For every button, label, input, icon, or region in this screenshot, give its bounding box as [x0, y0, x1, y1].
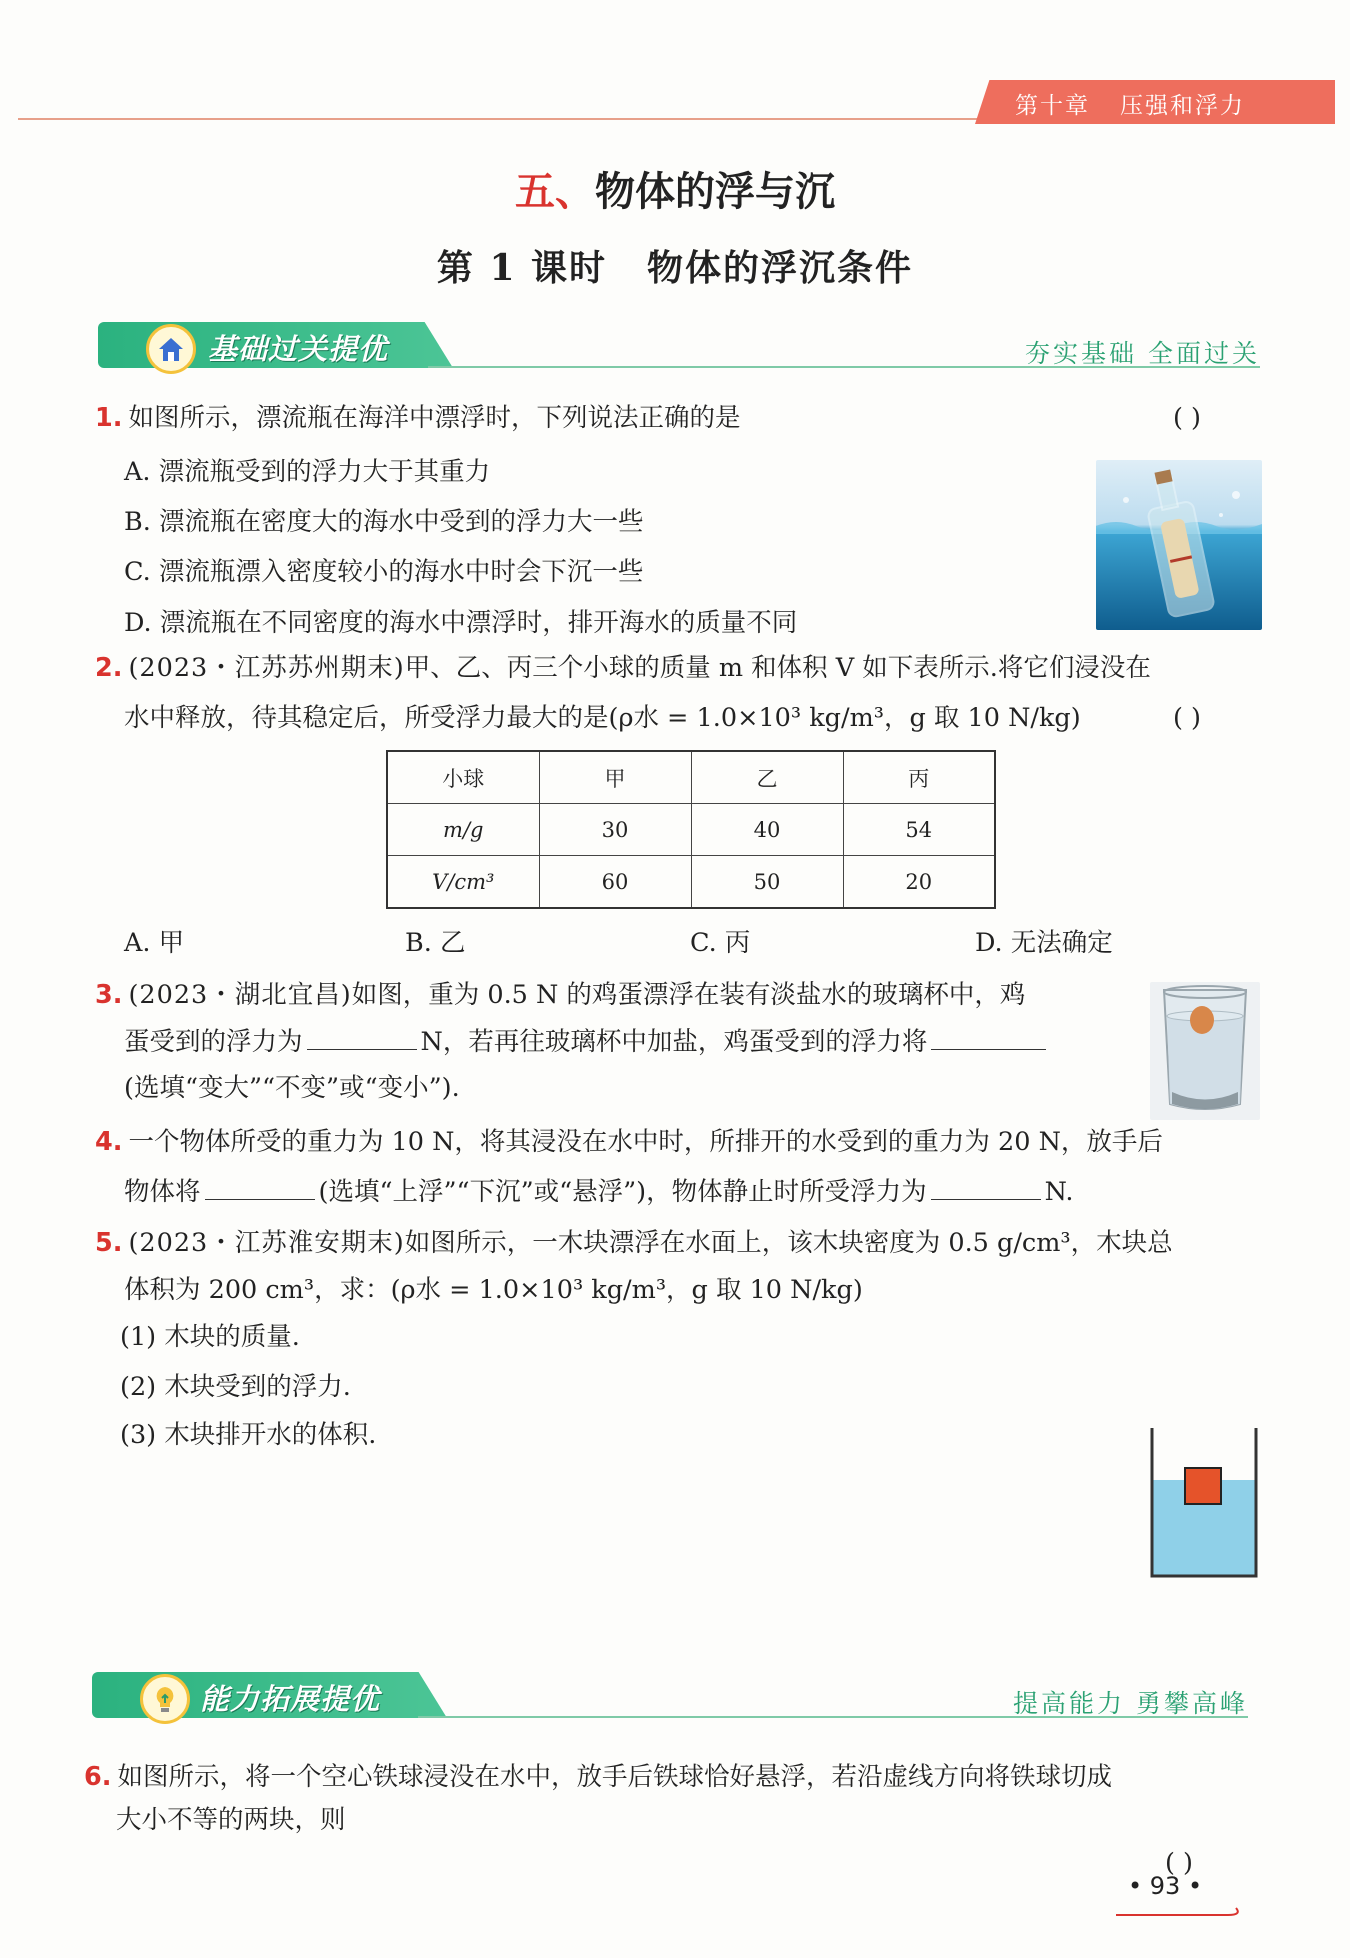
question-5-line2: 体积为 200 cm³，求：(ρ水 = 1.0×10³ kg/m³，g 取 10 N/kg): [124, 1275, 863, 1305]
answer-blank[interactable]: [931, 1173, 1041, 1200]
answer-paren: ( ): [1173, 703, 1202, 733]
page-number: • 93 •: [1128, 1872, 1203, 1900]
chapter-number: 第十章: [1015, 93, 1090, 119]
answer-blank[interactable]: [931, 1023, 1046, 1050]
question-1-stem: 1. 如图所示，漂流瓶在海洋中漂浮时，下列说法正确的是: [95, 403, 741, 433]
question-4-line2: 物体将 (选填“上浮”“下沉”或“悬浮”)，物体静止时所受浮力为 N.: [124, 1167, 1073, 1217]
question-number: 3.: [95, 980, 123, 1010]
option: A. 甲: [124, 928, 185, 958]
page-number-swoosh: [1116, 1905, 1246, 1921]
table-cell: 30: [539, 804, 691, 856]
question-source: (2023・江苏淮安期末): [128, 1228, 405, 1258]
option: C. 丙: [690, 928, 751, 958]
lesson-name: 物体的浮沉条件: [647, 247, 914, 289]
question-3-line1: 3. (2023・湖北宜昌)如图，重为 0.5 N 的鸡蛋漂浮在装有淡盐水的玻璃杯中，鸡: [95, 980, 1026, 1010]
table-cell: 小球: [387, 751, 539, 804]
question-3-line3: (选填“变大”“不变”或“变小”).: [124, 1073, 460, 1103]
question-3-line2: 蛋受到的浮力为 N，若再往玻璃杯中加盐，鸡蛋受到的浮力将: [124, 1017, 1050, 1067]
table-cell: V/cm³: [387, 856, 539, 909]
chapter-title: 压强和浮力: [1120, 93, 1245, 119]
table-cell: 60: [539, 856, 691, 909]
lesson-number: 第 1 课时: [436, 247, 608, 289]
basic-section-banner: [48, 322, 1260, 370]
advanced-section-slogan: 提高能力 勇攀高峰: [1013, 1689, 1248, 1718]
subquestion: (1) 木块的质量.: [120, 1322, 300, 1352]
table-cell: m/g: [387, 804, 539, 856]
basic-section-slogan: 夯实基础 全面过关: [1025, 339, 1260, 368]
basic-section-label: 基础过关提优: [208, 332, 389, 366]
answer-paren: ( ): [1173, 403, 1202, 433]
option: C. 漂流瓶漂入密度较小的海水中时会下沉一些: [124, 557, 644, 587]
option: D. 漂流瓶在不同密度的海水中漂浮时，排开海水的质量不同: [124, 608, 798, 638]
table-cell: 甲: [539, 751, 691, 804]
question-5-line1: 5. (2023・江苏淮安期末)如图所示，一木块漂浮在水面上，该木块密度为 0.5 g/cm³，木块总: [95, 1228, 1173, 1258]
ball-data-table: [386, 750, 996, 909]
answer-blank[interactable]: [205, 1173, 315, 1200]
house-icon: [146, 324, 196, 374]
table-cell: 丙: [843, 751, 995, 804]
header-rule: [18, 118, 1028, 120]
table-row: [387, 856, 995, 909]
table-cell: 40: [691, 804, 843, 856]
drift-bottle-image: [1096, 460, 1262, 630]
egg-in-glass-image: [1150, 982, 1260, 1120]
option: D. 无法确定: [975, 928, 1113, 958]
chapter-header: [1015, 87, 1275, 120]
question-4-line1: 4. 一个物体所受的重力为 10 N，将其浸没在水中时，所排开的水受到的重力为 20 N，放手后: [95, 1127, 1163, 1157]
question-number: 2.: [95, 653, 123, 683]
advanced-section-label: 能力拓展提优: [200, 1682, 381, 1716]
option: A. 漂流瓶受到的浮力大于其重力: [124, 457, 491, 487]
table-cell: 乙: [691, 751, 843, 804]
question-2-line2: 水中释放，待其稳定后，所受浮力最大的是(ρ水 = 1.0×10³ kg/m³，g 取 10 N/kg): [124, 703, 1081, 733]
option: B. 漂流瓶在密度大的海水中受到的浮力大一些: [124, 507, 644, 537]
lesson-title: [0, 240, 1350, 291]
table-cell: 50: [691, 856, 843, 909]
table-cell: 54: [843, 804, 995, 856]
section-number: 五、: [515, 168, 595, 215]
question-number: 5.: [95, 1228, 123, 1258]
table-row: [387, 751, 995, 804]
subquestion: (2) 木块受到的浮力.: [120, 1372, 351, 1402]
table-row: [387, 804, 995, 856]
option: B. 乙: [405, 928, 466, 958]
question-source: (2023・江苏苏州期末): [128, 653, 405, 683]
question-source: (2023・湖北宜昌): [128, 980, 352, 1010]
answer-paren: ( ): [1165, 1848, 1194, 1878]
question-number: 4.: [95, 1127, 123, 1157]
answer-blank[interactable]: [307, 1023, 417, 1050]
section-title: [0, 160, 1350, 217]
question-6-line2: 大小不等的两块，则: [116, 1805, 346, 1835]
subquestion: (3) 木块排开水的体积.: [120, 1420, 377, 1450]
question-6-line1: 6. 如图所示，将一个空心铁球浸没在水中，放手后铁球恰好悬浮，若沿虚线方向将铁球切成: [84, 1762, 1112, 1792]
section-title-text: 物体的浮与沉: [595, 168, 835, 215]
advanced-section-banner: [48, 1672, 1248, 1720]
lightbulb-icon: [140, 1674, 190, 1724]
floating-block-figure: [1148, 1428, 1260, 1580]
question-number: 6.: [84, 1762, 112, 1792]
question-number: 1.: [95, 403, 123, 433]
question-2-line1: 2. (2023・江苏苏州期末)甲、乙、丙三个小球的质量 m 和体积 V 如下表所示.将它们浸没在: [95, 653, 1151, 683]
table-cell: 20: [843, 856, 995, 909]
